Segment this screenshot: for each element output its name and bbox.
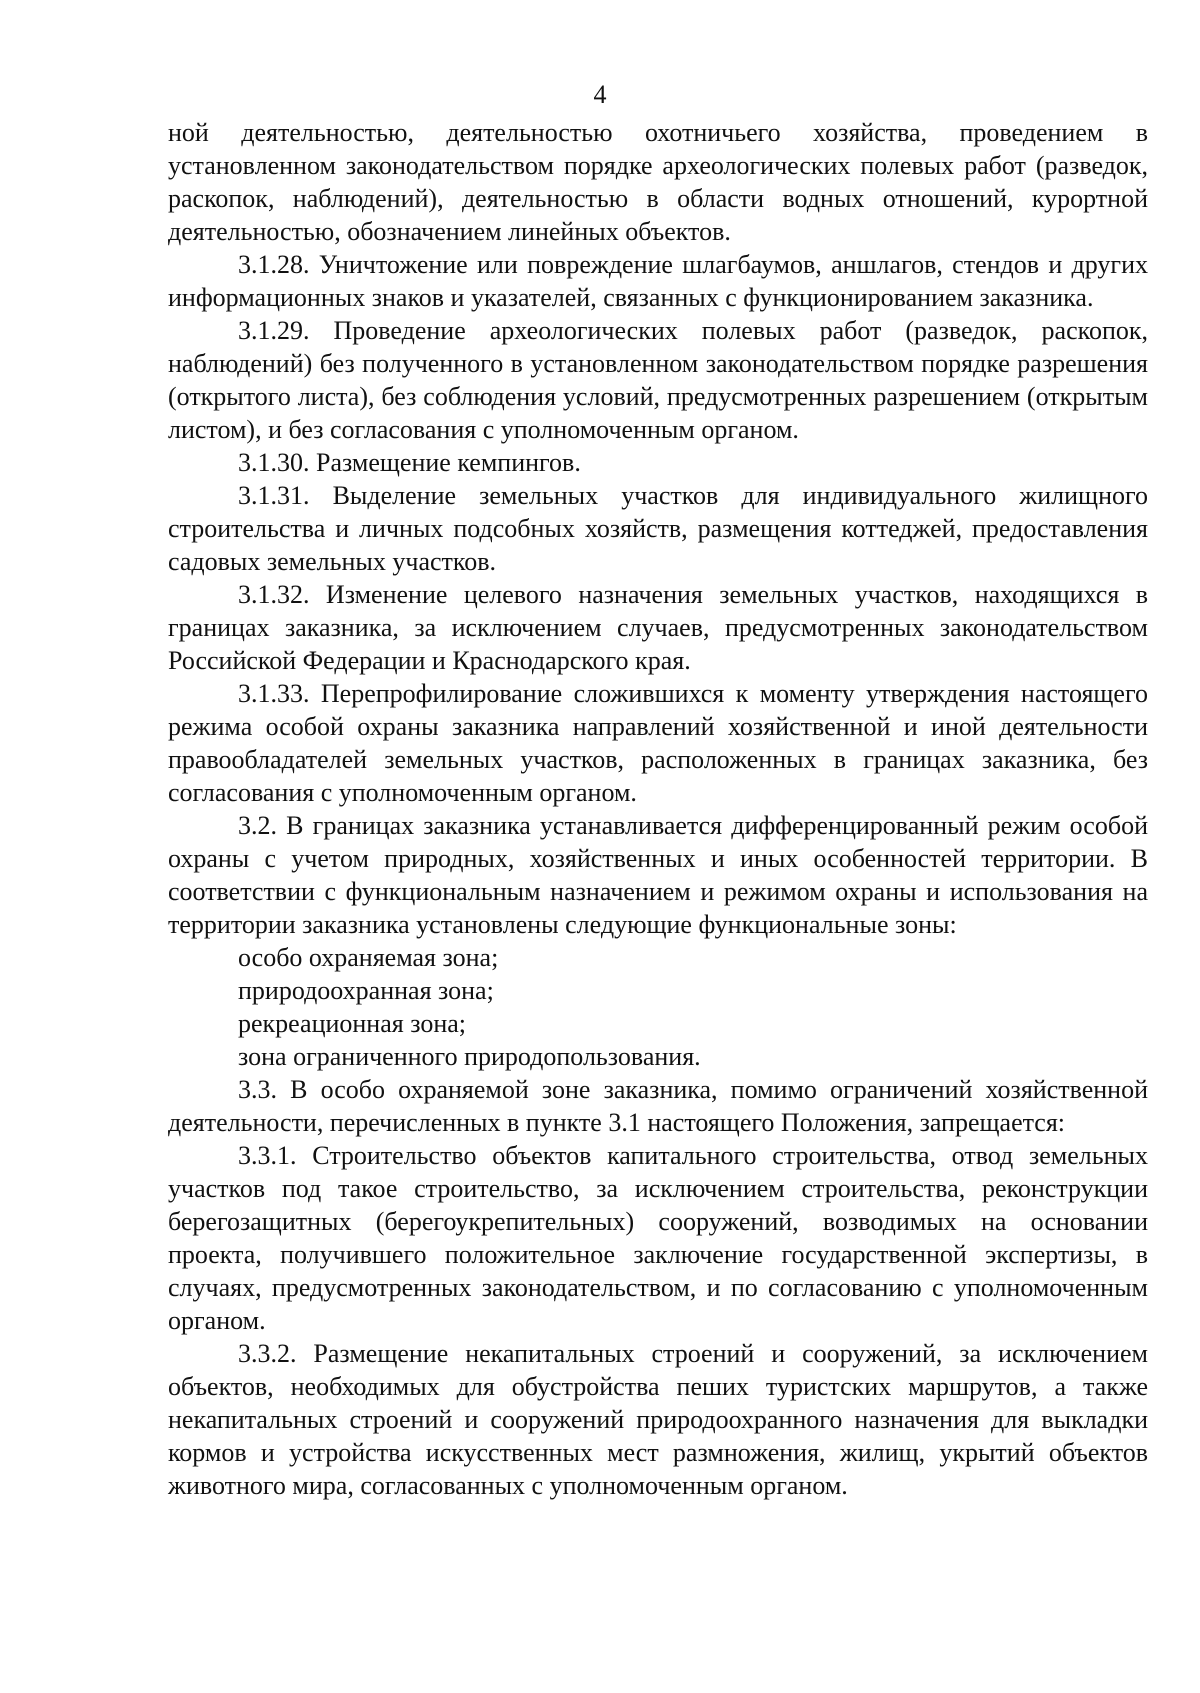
list-item-zone: особо охраняемая зона; bbox=[238, 943, 499, 972]
paragraph-3-3-1: 3.3.1. Строительство объектов капитального строительства, отвод земельных участков под такое строительство, за исключением строительства, реконструкции берегозащитных (берегоукрепительных) сооружений, возводимых на основании проекта, получившего положительное заключение государственной экспертизы, в случаях, предусмотренных законодательством, и по согласованию с уполномоченным органом. bbox=[168, 1141, 1148, 1335]
paragraph-3-1-31: 3.1.31. Выделение земельных участков для индивидуального жилищного строительства и личных подсобных хозяйств, размещения коттеджей, предоставления садовых земельных участков. bbox=[168, 481, 1148, 576]
paragraph-continuation: ной деятельностью, деятельностью охотничьего хозяйства, проведением в установленном законодательством порядке археологических полевых работ (разведок, раскопок, наблюдений), деятельностью в области водных отношений, курортной деятельностью, обозначением линейных объектов. bbox=[168, 118, 1148, 246]
list-item-zone: зона ограниченного природопользования. bbox=[238, 1042, 701, 1071]
paragraph-3-1-33: 3.1.33. Перепрофилирование сложившихся к моменту утверждения настоящего режима особой охраны заказника направлений хозяйственной и иной деятельности правообладателей земельных участков, расположенных в границах заказника, без согласования с уполномоченным органом. bbox=[168, 679, 1148, 807]
paragraph-3-3-2: 3.3.2. Размещение некапитальных строений и сооружений, за исключением объектов, необходимых для обустройства пеших туристских маршрутов, а также некапитальных строений и сооружений природоохранного назначения для выкладки кормов и устройства искусственных мест размножения, жилищ, укрытий объектов животного мира, согласованных с уполномоченным органом. bbox=[168, 1339, 1148, 1500]
page-number: 4 bbox=[593, 80, 607, 109]
list-item-zone: рекреационная зона; bbox=[238, 1009, 467, 1038]
paragraph-3-1-32: 3.1.32. Изменение целевого назначения земельных участков, находящихся в границах заказника, за исключением случаев, предусмотренных законодательством Российской Федерации и Краснодарского края. bbox=[168, 580, 1148, 675]
list-item-zone: природоохранная зона; bbox=[238, 976, 494, 1005]
paragraph-3-3: 3.3. В особо охраняемой зоне заказника, помимо ограничений хозяйственной деятельности, перечисленных в пункте 3.1 настоящего Положения, запрещается: bbox=[168, 1075, 1148, 1137]
document-body bbox=[168, 116, 1148, 1502]
paragraph-3-1-29: 3.1.29. Проведение археологических полевых работ (разведок, раскопок, наблюдений) без полученного в установленном законодательством порядке разрешения (открытого листа), без соблюдения условий, предусмотренных разрешением (открытым листом), и без согласования с уполномоченным органом. bbox=[168, 316, 1148, 444]
paragraph-3-2: 3.2. В границах заказника устанавливается дифференцированный режим особой охраны с учетом природных, хозяйственных и иных особенностей территории. В соответствии с функциональным назначением и режимом охраны и использования на территории заказника установлены следующие функциональные зоны: bbox=[168, 811, 1148, 939]
paragraph-3-1-28: 3.1.28. Уничтожение или повреждение шлагбаумов, аншлагов, стендов и других информационных знаков и указателей, связанных с функционированием заказника. bbox=[168, 250, 1148, 312]
paragraph-3-1-30: 3.1.30. Размещение кемпингов. bbox=[238, 448, 581, 477]
